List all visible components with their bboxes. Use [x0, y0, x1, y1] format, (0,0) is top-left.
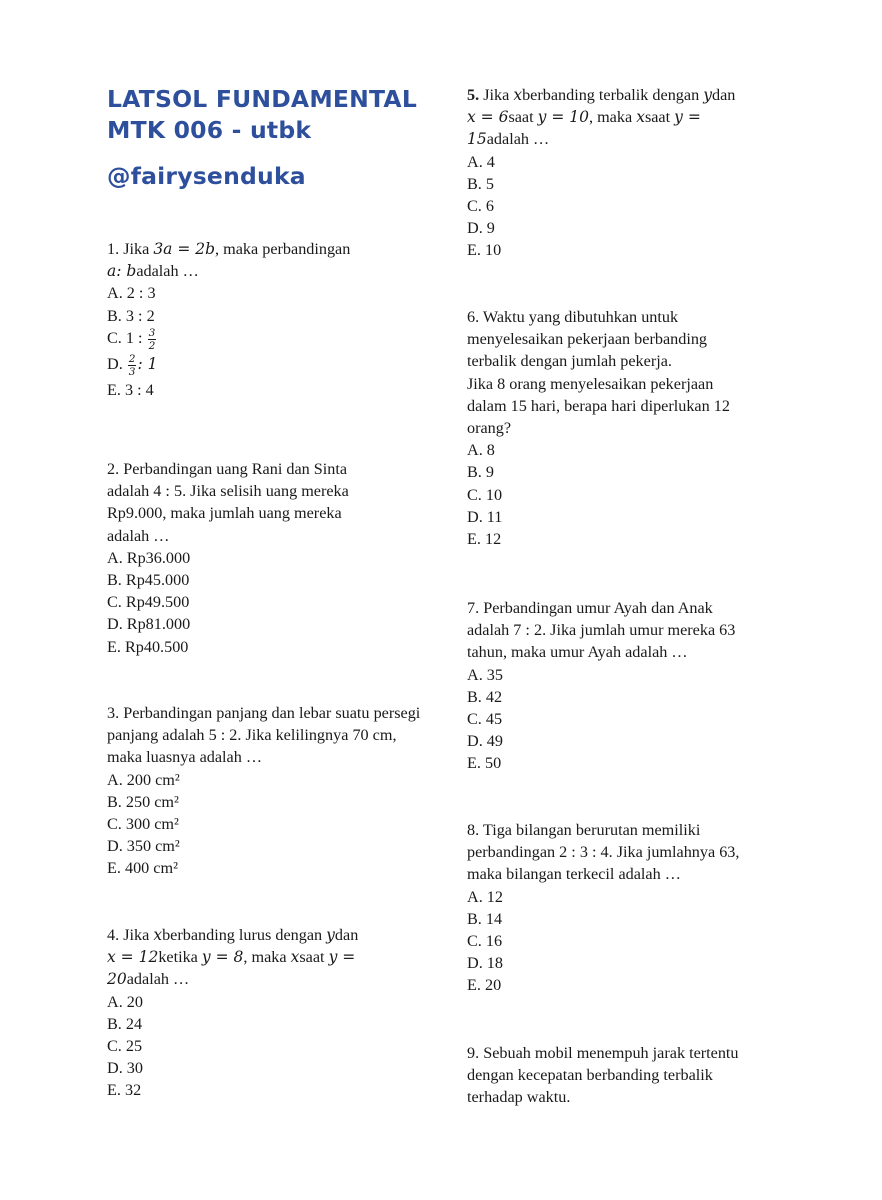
stem-line: tahun, maka umur Ayah adalah … — [467, 643, 688, 662]
math-expression: 15 — [467, 130, 487, 149]
option-a: A. 20 — [107, 992, 143, 1011]
question-3 — [107, 702, 422, 880]
stem-text: berbanding lurus dengan — [162, 926, 327, 944]
option-b: B. 5 — [467, 174, 494, 193]
option-b: B. 9 — [467, 463, 494, 482]
math-expression: x — [636, 108, 645, 127]
stem-line: 9. Sebuah mobil menempuh jarak tertentu — [467, 1044, 739, 1062]
stem-text: , maka — [243, 948, 291, 967]
option-d-tail: : 1 — [137, 354, 158, 373]
option-a: A. 200 cm² — [107, 770, 180, 789]
stem-text: saat — [299, 948, 329, 967]
math-expression: y — [703, 86, 712, 104]
stem-text: Jika — [479, 86, 514, 104]
math-expression: y = — [674, 108, 701, 127]
option-c: C. 300 cm² — [107, 815, 179, 834]
option-e: E. 12 — [467, 530, 502, 549]
question-9-stem — [467, 1042, 797, 1109]
option-c: C. 25 — [107, 1037, 143, 1056]
option-e: E. 3 : 4 — [107, 380, 154, 399]
stem-line: maka bilangan terkecil adalah … — [467, 865, 681, 884]
option-c: C. 16 — [467, 932, 503, 951]
stem-line: 8. Tiga bilangan berurutan memiliki — [467, 821, 701, 839]
option-e: E. 10 — [467, 241, 502, 260]
math-expression: x — [513, 86, 523, 104]
math-expression: x = 12 — [107, 948, 159, 967]
option-d: D. 9 — [467, 219, 495, 238]
math-expression: y = 10 — [537, 108, 589, 127]
question-1-stem — [107, 238, 437, 282]
stem-line: menyelesaikan pekerjaan berbanding — [467, 330, 708, 349]
stem-line: terbalik dengan jumlah pekerja. — [467, 352, 672, 371]
option-b: B. Rp45.000 — [107, 571, 190, 590]
option-d: D. 30 — [107, 1059, 143, 1078]
fraction — [128, 354, 137, 377]
stem-line: 7. Perbandingan umur Ayah dan Anak — [467, 599, 713, 617]
stem-text: berbanding terbalik dengan — [522, 86, 704, 104]
option-b: B. 250 cm² — [107, 792, 179, 811]
option-e: E. 50 — [467, 754, 502, 773]
option-b: B. 24 — [107, 1014, 143, 1033]
option-d: D. 49 — [467, 732, 503, 751]
question-4 — [107, 924, 437, 1102]
option-c: C. 10 — [467, 485, 503, 504]
fraction — [148, 328, 157, 351]
option-b: B. 42 — [467, 687, 503, 706]
math-expression: x — [153, 926, 163, 944]
fraction-numerator: 3 — [148, 326, 156, 339]
stem-text: , maka perbandingan — [215, 240, 351, 258]
stem-line: perbandingan 2 : 3 : 4. Jika jumlahnya 63, — [467, 843, 740, 862]
option-c: C. 45 — [467, 710, 503, 729]
stem-line: terhadap waktu. — [467, 1088, 571, 1107]
question-7 — [467, 597, 797, 775]
option-c: C. Rp49.500 — [107, 593, 190, 612]
question-2 — [107, 458, 382, 658]
document-header — [107, 84, 437, 192]
question-5-stem — [467, 84, 797, 151]
stem-line: orang? — [467, 419, 512, 438]
question-number: 5. — [467, 86, 480, 104]
option-a: A. 2 : 3 — [107, 284, 156, 303]
question-9 — [467, 1042, 797, 1109]
stem-line: adalah 7 : 2. Jika jumlah umur mereka 63 — [467, 621, 736, 640]
stem-text: 4. Jika — [107, 926, 154, 944]
question-6-stem — [467, 306, 797, 439]
stem-text: , maka — [589, 108, 637, 127]
option-e: E. 32 — [107, 1081, 142, 1100]
stem-line: dalam 15 hari, berapa hari diperlukan 12 — [467, 396, 730, 415]
option-d: D. 11 — [467, 507, 503, 526]
stem-text: dan — [711, 86, 736, 104]
math-expression: 20 — [107, 970, 127, 989]
stem-text: saat — [508, 108, 538, 127]
question-8-stem — [467, 819, 797, 886]
fraction-denominator: 3 — [128, 365, 136, 378]
question-2-stem: 2. Perbandingan uang Rani dan Sinta adalah 4 : 5. Jika selisih uang mereka Rp9.000, maka jumlah uang mereka adalah … — [107, 460, 349, 545]
document-title-line-1: LATSOL FUNDAMENTAL — [107, 85, 417, 113]
option-a: A. 12 — [467, 887, 503, 906]
stem-text: adalah … — [486, 130, 550, 149]
stem-line: dengan kecepatan berbanding terbalik — [467, 1066, 713, 1085]
option-b: B. 3 : 2 — [107, 306, 155, 325]
option-b: B. 14 — [467, 909, 503, 928]
document-title-line-2: MTK 006 - utbk — [107, 116, 312, 144]
option-e: E. Rp40.500 — [107, 637, 189, 656]
stem-text: saat — [644, 108, 675, 127]
question-7-stem — [467, 597, 797, 664]
option-d — [107, 353, 437, 379]
option-a: A. Rp36.000 — [107, 548, 191, 567]
option-a: A. 35 — [467, 665, 503, 684]
math-expression: y = — [328, 948, 356, 967]
question-4-stem — [107, 924, 437, 991]
stem-text: adalah … — [136, 262, 199, 281]
option-d: D. 350 cm² — [107, 837, 180, 856]
fraction-numerator: 2 — [128, 352, 136, 365]
stem-line: 6. Waktu yang dibutuhkan untuk — [467, 308, 679, 326]
option-a: A. 4 — [467, 152, 495, 171]
fraction-denominator: 2 — [148, 339, 156, 352]
option-d: D. 18 — [467, 954, 503, 973]
question-5 — [467, 84, 797, 262]
option-d: D. Rp81.000 — [107, 615, 191, 634]
stem-text: ketika — [158, 948, 202, 967]
math-expression: x = 6 — [467, 108, 509, 127]
option-e: E. 20 — [467, 976, 502, 995]
option-a: A. 8 — [467, 441, 495, 460]
author-handle: @fairysenduka — [107, 162, 306, 190]
stem-text: dan — [334, 926, 359, 944]
math-expression: y — [326, 926, 335, 944]
option-d-label: D. — [107, 354, 127, 373]
option-c-label: C. 1 : — [107, 328, 147, 347]
math-expression: 3a = 2b — [153, 240, 216, 258]
question-3-stem: 3. Perbandingan panjang dan lebar suatu persegi panjang adalah 5 : 2. Jika kelilingnya 70 cm, maka luasnya adalah … — [107, 704, 421, 767]
math-expression: x — [290, 948, 300, 967]
stem-text: adalah … — [126, 970, 190, 989]
math-expression: a: b — [107, 262, 137, 281]
question-1 — [107, 238, 437, 401]
math-expression: y = 8 — [201, 948, 244, 967]
option-e: E. 400 cm² — [107, 859, 178, 878]
stem-line: Jika 8 orang menyelesaikan pekerjaan — [467, 374, 714, 393]
question-6 — [467, 306, 797, 550]
option-c: C. 6 — [467, 197, 494, 216]
option-c — [107, 327, 437, 353]
question-8 — [467, 819, 797, 997]
stem-text: 1. Jika — [107, 240, 154, 258]
